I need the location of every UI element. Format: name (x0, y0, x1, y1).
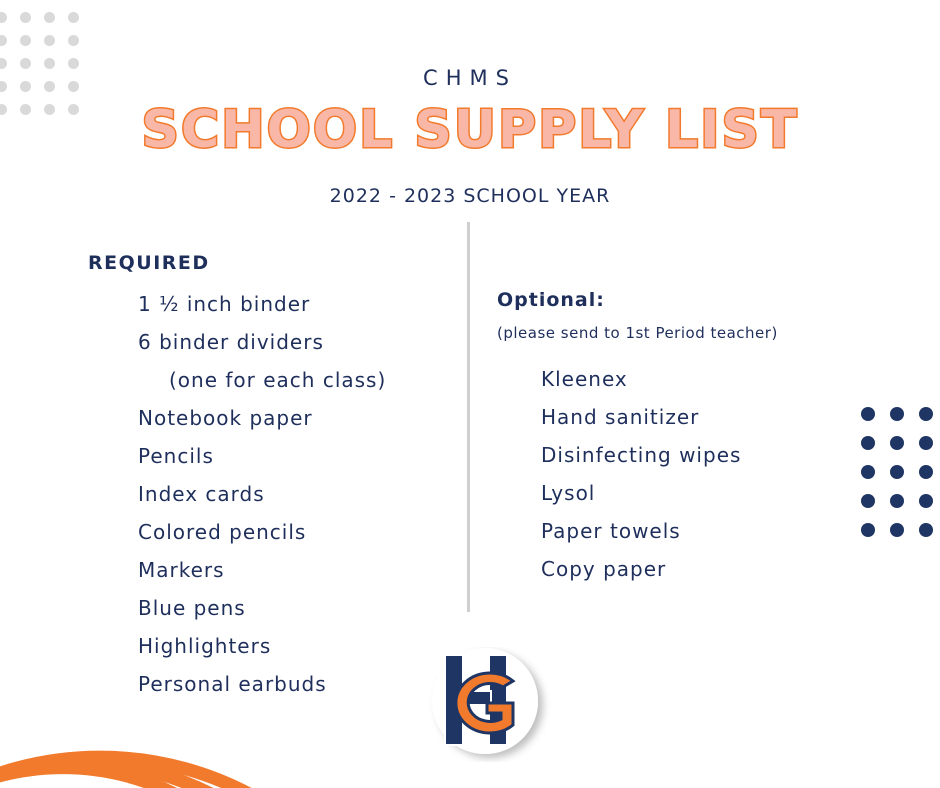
optional-list (541, 362, 741, 590)
column-divider (467, 222, 470, 612)
required-heading: REQUIRED (88, 252, 210, 274)
list-item: Kleenex (541, 367, 628, 391)
list-item: (one for each class) (169, 368, 387, 392)
list-item: Personal earbuds (138, 672, 327, 696)
page-title: SCHOOL SUPPLY LIST (141, 100, 799, 160)
list-item: Notebook paper (138, 406, 313, 430)
list-item: Disinfecting wipes (541, 443, 742, 467)
list-item: Colored pencils (138, 520, 307, 544)
navy-dot-pattern (861, 407, 933, 537)
list-item: Paper towels (541, 519, 681, 543)
school-logo (413, 647, 553, 762)
list-item: Blue pens (138, 596, 246, 620)
required-list (138, 287, 386, 705)
list-item: Hand sanitizer (541, 405, 700, 429)
optional-note: (please send to 1st Period teacher) (497, 324, 778, 342)
list-item: Pencils (138, 444, 214, 468)
list-item: Index cards (138, 482, 265, 506)
list-item: Lysol (541, 481, 596, 505)
school-abbreviation: CHMS (423, 66, 517, 90)
school-year: 2022 - 2023 SCHOOL YEAR (329, 185, 611, 207)
list-item: Markers (138, 558, 225, 582)
list-item: Highlighters (138, 634, 272, 658)
list-item: Copy paper (541, 557, 667, 581)
list-item: 1 ½ inch binder (138, 292, 311, 316)
optional-heading: Optional: (497, 289, 605, 311)
list-item: 6 binder dividers (138, 330, 324, 354)
